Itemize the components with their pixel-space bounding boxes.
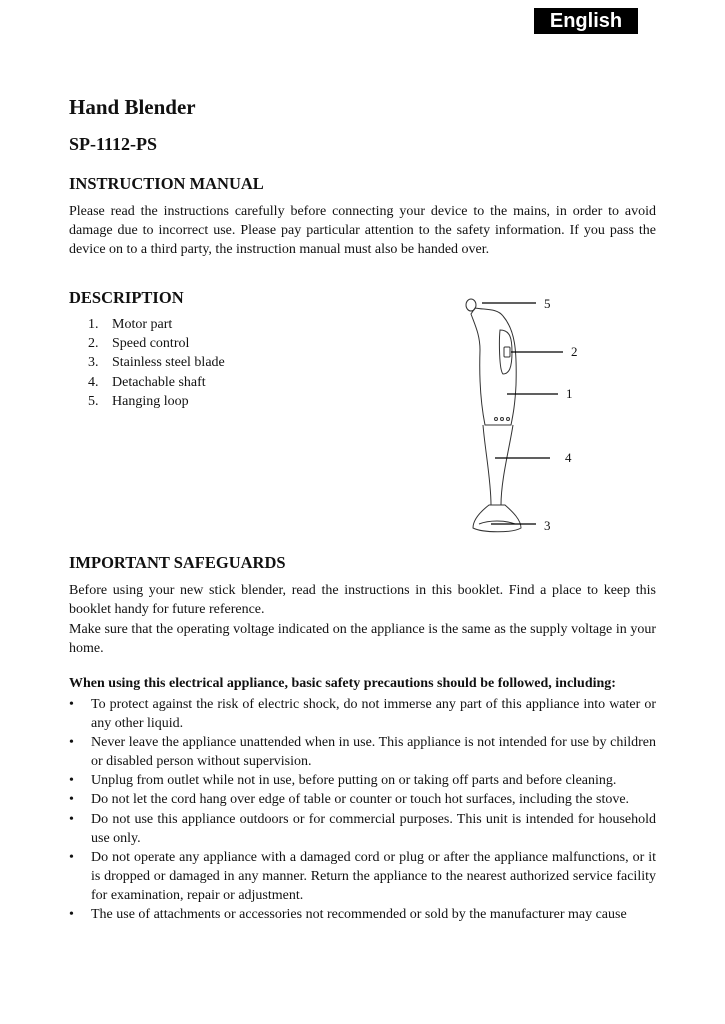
callout-label-3: 3 <box>544 518 551 533</box>
bullet-item <box>69 905 656 924</box>
item-label: Motor part <box>112 317 173 332</box>
bullet-icon: • <box>69 811 74 827</box>
bullet-item <box>69 810 656 848</box>
item-number: 5. <box>88 393 99 409</box>
blade-guard-shape <box>473 505 521 532</box>
bullet-icon: • <box>69 773 74 789</box>
item-number: 4. <box>88 374 99 390</box>
callout-label-1: 1 <box>566 386 573 401</box>
bullet-icon: • <box>69 735 74 751</box>
model-number: SP-1112-PS <box>69 134 158 154</box>
item-number: 1. <box>88 317 99 332</box>
bullet-item <box>69 695 656 733</box>
bullet-text: Never leave the appliance unattended when in use. This appliance is not intended for use by children or disabled person without supervision. <box>91 735 656 770</box>
bullet-text: To protect against the risk of electric shock, do not immerse any part of this appliance into water or any other liquid. <box>91 697 656 732</box>
callout-label-2: 2 <box>571 344 578 359</box>
intro-paragraph: Please read the instructions carefully before connecting your device to the mains, in order to avoid damage due to incorrect use. Please pay particular attention to the safety information. If you pass the device on to a third party, the instruction manual must also be handed over. <box>69 204 656 258</box>
bullet-text: Do not use this appliance outdoors or for commercial purposes. This unit is intended for household use only. <box>91 811 656 846</box>
item-label: Stainless steel blade <box>112 355 225 371</box>
document-title: Hand Blender <box>69 95 196 119</box>
item-number: 2. <box>88 336 99 352</box>
bullet-text: Do not let the cord hang over edge of table or counter or touch hot surfaces, including the stove. <box>91 792 630 808</box>
bullet-icon: • <box>69 697 74 712</box>
section-heading-instruction-manual: INSTRUCTION MANUAL <box>69 174 264 193</box>
section-heading-important-safeguards: IMPORTANT SAFEGUARDS <box>69 553 286 572</box>
callout-label-5: 5 <box>544 296 551 311</box>
description-item <box>88 373 225 392</box>
description-item <box>88 334 225 353</box>
description-item <box>88 315 225 334</box>
item-label: Hanging loop <box>112 393 189 409</box>
description-item <box>88 392 225 411</box>
bullet-item <box>69 733 656 771</box>
hand-blender-illustration <box>455 290 595 545</box>
section-heading-description: DESCRIPTION <box>69 288 184 307</box>
safeguards-paragraph-2: Make sure that the operating voltage indicated on the appliance is the same as the supply voltage in your home. <box>69 622 656 657</box>
item-number: 3. <box>88 355 99 371</box>
bullet-icon: • <box>69 849 74 865</box>
hand-blender-diagram <box>455 290 595 545</box>
language-badge: English <box>534 8 638 34</box>
item-label: Detachable shaft <box>112 374 206 390</box>
bullet-icon: • <box>69 792 74 808</box>
bullet-icon: • <box>69 907 74 923</box>
bullet-text: Do not operate any appliance with a damaged cord or plug or after the appliance malfunctions, or it is dropped or damaged in any manner. Return the appliance to the nearest authorized service facility for examination, repair or adjustment. <box>91 849 656 903</box>
description-list <box>88 315 225 411</box>
callout-label-4: 4 <box>565 450 572 465</box>
bullet-text: Unplug from outlet while not in use, before putting on or taking off parts and before cleaning. <box>91 773 617 789</box>
safeguards-paragraph-1: Before using your new stick blender, read the instructions in this booklet. Find a place to keep this booklet handy for future reference. <box>69 583 656 618</box>
bullet-text: The use of attachments or accessories not recommended or sold by the manufacturer may cause <box>91 907 627 923</box>
description-item <box>88 353 225 372</box>
precautions-list <box>69 695 656 924</box>
motor-body-shape <box>471 308 516 425</box>
bullet-item <box>69 771 656 790</box>
precautions-heading: When using this electrical appliance, basic safety precautions should be followed, including: <box>69 676 616 691</box>
bullet-item <box>69 848 656 905</box>
item-label: Speed control <box>112 336 190 352</box>
shaft-shape <box>483 425 513 505</box>
bullet-item <box>69 790 656 809</box>
